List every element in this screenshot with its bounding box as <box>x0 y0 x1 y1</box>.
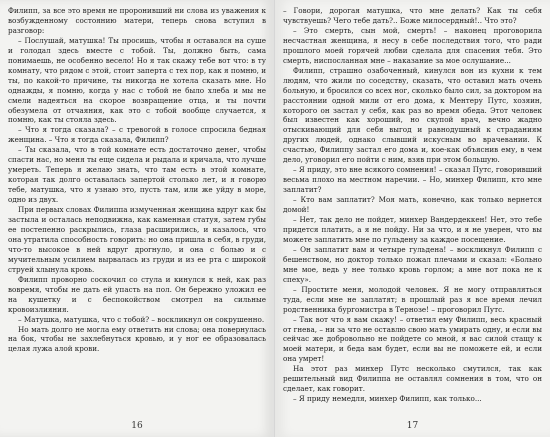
paragraph: – Я приду, это вне всякого сомнения! – сказал Путс, говоривший весьма плохо на местном наречии. – Но, минхер Филипп, кто мне заплатит? <box>283 165 542 195</box>
paragraph: – Матушка, матушка, что с тобой? – воскликнул он сокрушенно. <box>18 314 265 324</box>
left-page-text <box>8 6 266 354</box>
paragraph: Филипп, страшно озабоченный, кинулся вон из кухни к тем людям, что жили по соседству, сказать, что оставил мать очень больную, и бросился со всех ног, сколько было сил, за доктором на расстоянии одной мили от его дома, к Ментеру Путс, хозяин, которого он застал у себя, как раз во время обеда. Этот человек был известен как хороший, но скупой врач, вечно жадно отыскивающий для себя выгод и равнодушный к страданиям других людей, однако слывший искусным во врачевании. К счастью, Филиппу застал его дома и, кое-как объяснив ему, в чем дело, уговорил его пойти с ним, взяв при этом большую. <box>283 65 542 165</box>
paragraph: Но мать долго не могла ему ответить ни слова; она повернулась на бок, чтобы не захлебнуться кровью, и у ног ее образовалась целая лужа алой крови. <box>8 324 266 354</box>
paragraph: – Он заплатит вам и четыре гульдена! – воскликнул Филипп с бешенством, но доктор только пожал плечами и сказал: «Больно мне мое, ведь у нее только кровь горлом; а мне вот пока не к спеху». <box>283 244 542 284</box>
page-number: 17 <box>406 421 419 431</box>
paragraph: – Ты сказала, что в той комнате есть достаточно денег, чтобы спасти нас, но меня ты еще сидела и рыдала и кричала, что лучше умереть. Теперь я желаю знать, что там есть в этой комнате, которая так долго оставалась запертой столько лет, и я говорю тебе, матушка, что я узнаю это, пусть там, или же уйду в море, одно из двух. <box>8 145 266 205</box>
paragraph: При первых словах Филиппа измученная женщина вдруг как бы застыла и осталась неподвижна, как каменная статуя, затем губы ее постепенно раскрылись, глаза расширились, и казалось, что она утратила способность говорить: но она пришла в себя, в груди, что-то высокое в ней вдруг дрогнуло, и она с болью и с мучительным усилием вырвалась из груди и из ее рта с широкой струей хлынула кровь. <box>8 205 266 274</box>
page-number: 16 <box>131 421 143 431</box>
paragraph: – Так вот что я вам скажу! – ответил ему Филипп, весь красный от гнева, – ни за что не оставлю свою мать умирать одну, и если вы сейчас же добровольно не пойдете со мной, я вас силой стащу к моей матери, и беда вам будет, если вы не поможете ей, и если она умрет! <box>283 314 542 364</box>
paragraph: Филипп проворно соскочил со стула и кинулся к ней, как раз вовремя, чтобы не дать ей упасть на пол. Он бережно уложил ее на кушетку и с беспокойством смотрел на сильные кровоизлияния. <box>8 274 266 314</box>
paragraph: – Что я тогда сказала? – с тревогой в голосе спросила бедная женщина. – Что я тогда сказала, Филипп? <box>8 125 266 145</box>
right-page-text <box>283 6 542 404</box>
paragraph: На этот раз минхер Путс несколько смутился, так как решительный вид Филиппа не оставлял сомнения в том, что он сделает, как говорит. <box>283 364 542 394</box>
paragraph: – Кто вам заплатит? Моя мать, конечно, как только вернется домой! <box>283 195 542 215</box>
paragraph: – Это смерть, сын мой, смерть! – наконец проговорила несчастная женщина, я несу в себе последствия того, что ради прошлого моей горячей любви сделала для спасения тебя. Это смерть, ниспосланная мне – наказание за мое ослушание... <box>283 25 542 65</box>
paragraph: – Нет, так дело не пойдет, минхер Вандердеккен! Нет, это тебе придется платить, а я не пойду. Ни за что, и я не уверен, что вы можете заплатить мне по гульдену за каждое посещение. <box>283 215 542 244</box>
right-page <box>275 0 550 437</box>
paragraph: – Простите меня, молодой человек. Я не могу отправляться туда, если мне не заплатят; в прошлый раз я все время лечил родственника бургомистра в Тернозе! – проговорил Путс. <box>283 284 542 314</box>
paragraph: – Послушай, матушка! Ты просишь, чтобы я оставался на суше и голодал здесь вместе с тобой. Ты, должно быть, сама понимаешь, не особенно весело! Но я так скажу тебе вот что: в ту комнату, что рядом с этой, стоит заперта с тех пор, как я помню, и ты, по какой-то причине, ты никогда не хотела сказать мне. Но однажды, я помню, когда у нас с тобой не было хлеба и мы не смели надеяться на скорое возвращение отца, и ты почти обезумела от отчаяния, как это с тобой вообще случается, я помню, как ты стояла здесь. <box>8 35 266 125</box>
paragraph: – Говори, дорогая матушка, что мне делать? Как ты себя чувствуешь? Чего тебе дать?.. Боже милосердный!.. Что это? <box>283 6 542 25</box>
paragraph: – Я приду немедля, минхер Филипп, как только... <box>293 394 482 404</box>
paragraph: Филипп, за все это время не проронивший ни слова из уважения к возбужденному состоянию матери, теперь снова вступил в разговор: <box>8 6 266 35</box>
